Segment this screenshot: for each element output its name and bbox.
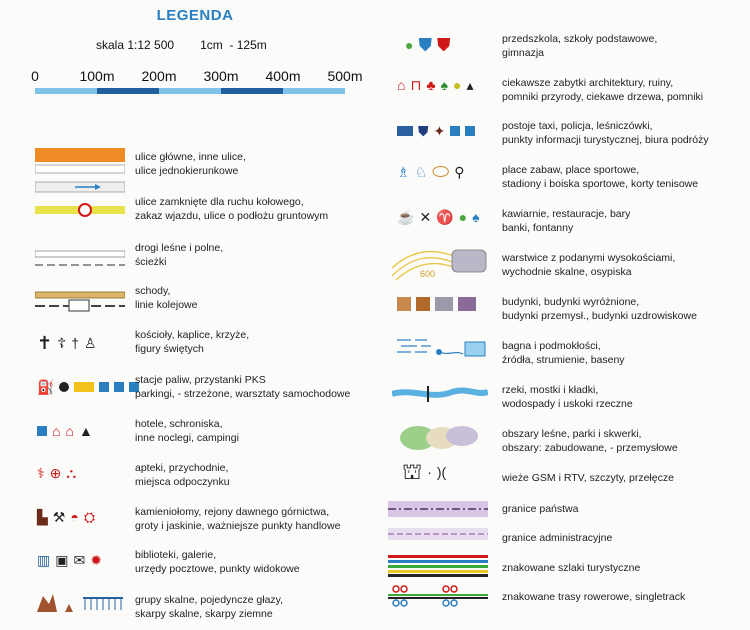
library-icon: ▥ xyxy=(37,552,51,568)
fuel-symbols xyxy=(37,380,139,394)
bike-trails-symbol xyxy=(388,584,488,608)
stadium-icon: ⬭ xyxy=(432,161,450,183)
contour-label: 600 xyxy=(420,269,436,279)
monument-symbols xyxy=(397,78,474,92)
entry-line: groty i jaskinie, ważniejsze punkty handlowe xyxy=(135,520,341,532)
hotel-symbols xyxy=(37,424,93,438)
mining-icon: ⚒ xyxy=(52,509,66,525)
cave-icon: ◓ xyxy=(70,509,79,525)
left-entry-3 xyxy=(135,241,223,269)
playground-icon: ♗ xyxy=(397,164,410,180)
fuel-station-icon: ⛽ xyxy=(37,379,55,395)
rest-place-icon: ⛬ xyxy=(66,465,77,481)
right-entry-13 xyxy=(502,531,612,545)
school-symbols xyxy=(405,35,451,55)
tower-symbols xyxy=(402,459,447,484)
scale-tick-300: 300m xyxy=(203,68,239,84)
left-entry-10 xyxy=(135,548,300,576)
cafe-icon: ☕ xyxy=(397,209,415,225)
tree-icon: ♠ xyxy=(440,77,449,93)
state-border-symbol xyxy=(388,501,488,517)
gallery-icon: ▣ xyxy=(55,552,69,568)
entry-line: kawiarnie, restauracje, bary xyxy=(502,208,631,220)
left-entry-7 xyxy=(135,417,239,445)
notable-building-icon xyxy=(416,297,430,311)
church-symbols xyxy=(37,333,97,353)
entry-line: znakowane trasy rowerowe, singletrack xyxy=(502,591,686,603)
entry-line: wychodnie skalne, osypiska xyxy=(502,266,632,278)
gsm-tower-icon: ⛫ xyxy=(402,459,423,484)
left-entry-4 xyxy=(135,284,197,312)
left-entry-6 xyxy=(135,373,350,401)
right-entry-9 xyxy=(502,383,633,411)
entry-line: stacje paliw, przystanki PKS xyxy=(135,374,266,386)
entry-line: schody, xyxy=(135,285,171,297)
right-entry-6 xyxy=(502,251,675,279)
monument-icon: ▴ xyxy=(466,77,474,93)
scale-tick-200: 200m xyxy=(141,68,177,84)
rocks-symbol xyxy=(37,592,127,614)
contour-lines-symbol xyxy=(392,246,488,282)
entry-line: wieże GSM i RTV, szczyty, przełęcze xyxy=(502,472,674,484)
library-symbols xyxy=(37,553,102,567)
building-symbols xyxy=(397,297,476,311)
entry-line: hotele, schroniska, xyxy=(135,418,223,430)
right-entry-11 xyxy=(502,471,674,485)
scale-ratio: skala 1:12 500 xyxy=(96,38,175,52)
entry-line: stadiony i boiska sportowe, korty tenisowe xyxy=(502,178,699,190)
high-school-icon: ⛊ xyxy=(436,35,451,55)
left-entry-9 xyxy=(135,505,340,533)
pass-icon: )( xyxy=(436,464,447,480)
left-entry-5 xyxy=(135,328,249,356)
trade-point-icon: ⛭ xyxy=(83,509,96,525)
closed-streets-symbol xyxy=(35,180,125,220)
sports-ground-icon: ♘ xyxy=(414,164,428,180)
right-entry-8 xyxy=(502,339,625,367)
entry-line: zakaz wjazdu, ulice o podłożu gruntowym xyxy=(135,210,329,222)
forester-icon: ✦ xyxy=(433,123,446,139)
tennis-icon: ⚲ xyxy=(454,164,465,180)
entry-line: obszary leśne, parki i skwerki, xyxy=(502,428,642,440)
right-entry-15 xyxy=(502,590,685,604)
left-entry-11 xyxy=(135,593,283,621)
entry-line: budynki, budynki wyróżnione, xyxy=(502,296,640,308)
right-entry-4 xyxy=(502,163,698,191)
stairs-railway-symbol xyxy=(35,290,125,312)
quarry-icon: ▙ xyxy=(37,509,48,525)
hotel-icon xyxy=(37,426,47,436)
scale-tick-100: 100m xyxy=(79,68,115,84)
scale-text xyxy=(96,38,267,52)
entry-line: wodospady i uskoki rzeczne xyxy=(502,398,633,410)
school-icon: ⛊ xyxy=(418,35,432,55)
cafe-symbols xyxy=(397,210,480,224)
right-entry-12 xyxy=(502,502,578,516)
scale-tick-500: 500m xyxy=(327,68,363,84)
right-entry-10 xyxy=(502,427,678,455)
entry-line: drogi leśne i polne, xyxy=(135,242,224,254)
chapel-icon: ☦ xyxy=(57,335,67,351)
entry-line: przedszkola, szkoły podstawowe, xyxy=(502,33,658,45)
entry-line: punkty informacji turystycznej, biura podróży xyxy=(502,134,709,146)
entry-line: ścieżki xyxy=(135,256,167,268)
ruins-icon: ⊓ xyxy=(410,77,422,93)
entry-line: źródła, strumienie, baseny xyxy=(502,354,625,366)
entry-line: banki, fontanny xyxy=(502,222,574,234)
entry-line: place zabaw, place sportowe, xyxy=(502,164,640,176)
parking-icon xyxy=(99,382,109,392)
peak-icon: · xyxy=(427,464,432,480)
entry-line: granice państwa xyxy=(502,503,579,515)
industrial-building-icon xyxy=(435,297,453,311)
kindergarten-icon: ● xyxy=(405,37,414,53)
viewpoint-icon: ✹ xyxy=(90,552,102,568)
architecture-icon: ⌂ xyxy=(397,77,406,93)
entry-line: gimnazja xyxy=(502,47,545,59)
entry-line: znakowane szlaki turystyczne xyxy=(502,562,641,574)
taxi-icon xyxy=(397,126,413,136)
natural-monument-icon: ♣ xyxy=(426,77,436,93)
fountain-icon: ♠ xyxy=(472,209,480,225)
legend-title: LEGENDA xyxy=(156,7,234,24)
entry-line: ulice zamknięte dla ruchu kołowego, xyxy=(135,196,304,208)
camping-icon: ▲ xyxy=(78,423,93,439)
forest-roads-symbol xyxy=(35,250,125,270)
entry-line: rzeki, mostki i kładki, xyxy=(502,384,599,396)
entry-line: kościoły, kaplice, krzyże, xyxy=(135,329,250,341)
entry-line: figury świętych xyxy=(135,343,204,355)
entry-line: ulice jednokierunkowe xyxy=(135,165,239,177)
entry-line: ulice główne, inne ulice, xyxy=(135,151,246,163)
quarry-symbols xyxy=(37,510,95,524)
scale-tick-0: 0 xyxy=(31,68,39,84)
entry-line: ciekawsze zabytki architektury, ruiny, xyxy=(502,77,674,89)
restaurant-icon: ✕ xyxy=(419,209,432,225)
bus-stop-icon xyxy=(59,382,69,392)
sports-symbols xyxy=(397,161,465,183)
left-entry-8 xyxy=(135,461,230,489)
marsh-symbol xyxy=(397,336,487,364)
bank-icon: ● xyxy=(458,209,468,225)
clinic-icon: ⊕ xyxy=(49,465,62,481)
river-symbol xyxy=(392,384,488,404)
scale-tick-400: 400m xyxy=(265,68,301,84)
left-entry-1 xyxy=(135,150,246,178)
entry-line: warstwice z podanymi wysokościami, xyxy=(502,252,676,264)
entry-line: granice administracyjne xyxy=(502,532,613,544)
guarded-parking-icon xyxy=(114,382,124,392)
post-office-icon: ✉ xyxy=(73,552,86,568)
pharmacy-icon: ⚕ xyxy=(37,465,45,481)
taxi-symbols xyxy=(397,124,475,138)
scale-bar xyxy=(35,88,345,94)
right-entry-7 xyxy=(502,295,697,323)
entry-line: biblioteki, galerie, xyxy=(135,549,217,561)
entry-line: kamieniołomy, rejony dawnego górnictwa, xyxy=(135,506,330,518)
entry-line: pomniki przyrody, ciekawe drzewa, pomniki xyxy=(502,91,704,103)
entry-line: urzędy pocztowe, punkty widokowe xyxy=(135,563,300,575)
entry-line: inne noclegi, campingi xyxy=(135,432,239,444)
entry-line: budynki przemysł., budynki uzdrowiskowe xyxy=(502,310,697,322)
building-icon xyxy=(397,297,411,311)
tourist-info-icon xyxy=(450,126,460,136)
right-entry-14 xyxy=(502,561,640,575)
scale-equivalent: 1cm - 125m xyxy=(200,38,267,52)
travel-agency-icon xyxy=(465,126,475,136)
entry-line: miejsca odpoczynku xyxy=(135,476,230,488)
church-icon: ✝ xyxy=(37,333,53,353)
forest-areas-symbol xyxy=(400,420,480,456)
admin-border-symbol xyxy=(388,528,488,540)
entry-line: parkingi, - strzeżone, warsztaty samochodowe xyxy=(135,388,351,400)
entry-line: grupy skalne, pojedyncze głazy, xyxy=(135,594,284,606)
entry-line: apteki, przychodnie, xyxy=(135,462,229,474)
right-entry-1 xyxy=(502,32,657,60)
entry-line: linie kolejowe xyxy=(135,299,198,311)
notable-tree-icon: ● xyxy=(453,77,462,93)
spa-building-icon xyxy=(458,297,476,311)
cross-icon: † xyxy=(71,335,79,351)
right-entry-2 xyxy=(502,76,703,104)
lodging-icon: ⌂ xyxy=(65,423,74,439)
hiking-trails-symbol xyxy=(388,555,488,577)
entry-line: skarpy skalne, skarpy ziemne xyxy=(135,608,273,620)
entry-line: obszary: zabudowane, - przemysłowe xyxy=(502,442,678,454)
bus-icon xyxy=(74,382,94,392)
entry-line: bagna i podmokłości, xyxy=(502,340,601,352)
bar-icon: ♈ xyxy=(436,209,454,225)
left-entry-2 xyxy=(135,195,328,223)
main-streets-symbol xyxy=(35,148,125,174)
right-entry-5 xyxy=(502,207,630,235)
entry-line: postoje taxi, policja, leśniczówki, xyxy=(502,120,653,132)
pharmacy-symbols xyxy=(37,466,76,480)
saint-figure-icon: ♙ xyxy=(83,335,97,351)
right-entry-3 xyxy=(502,119,709,147)
shelter-icon: ⌂ xyxy=(52,423,61,439)
police-icon: ⛊ xyxy=(418,123,429,139)
